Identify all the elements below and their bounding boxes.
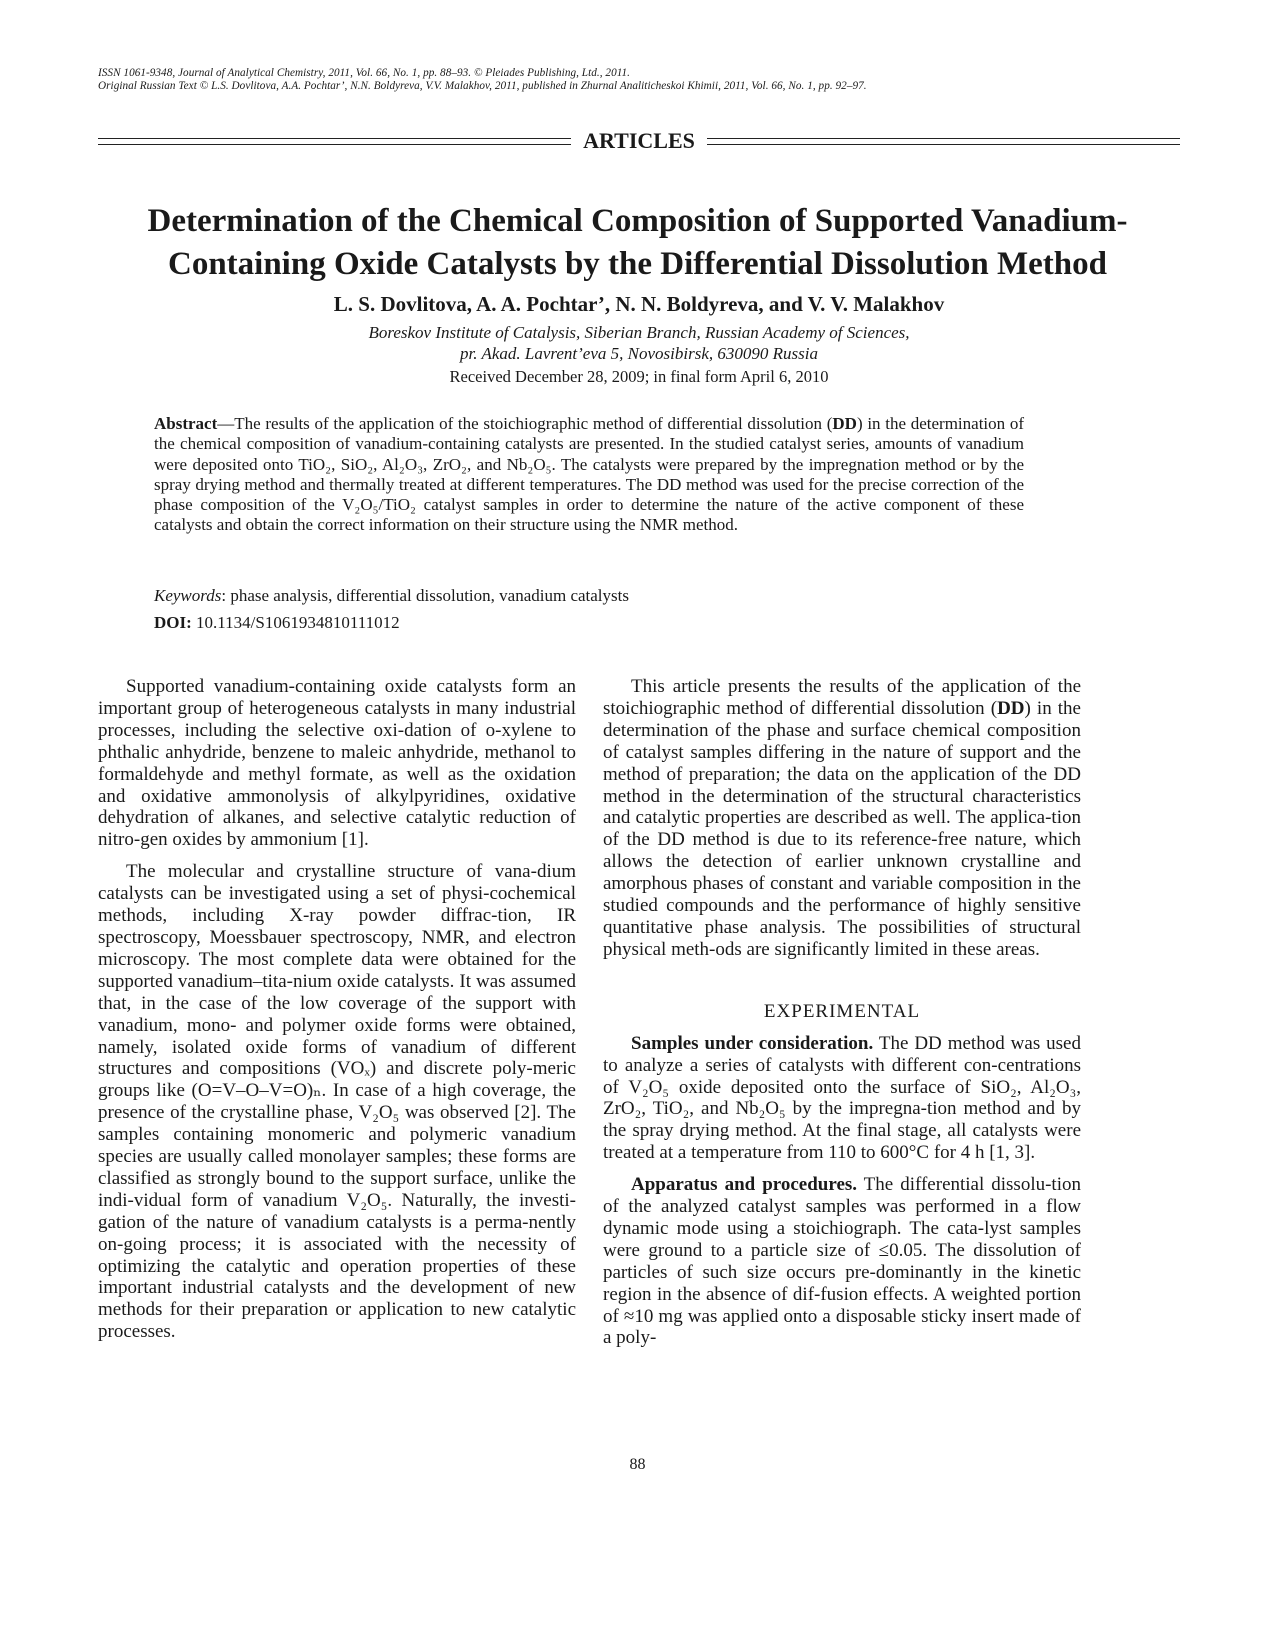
title-line-2: Containing Oxide Catalysts by the Differential Dissolution Method [167, 246, 1108, 282]
keywords-label: Keywords [154, 586, 222, 605]
abstract [154, 414, 1024, 536]
keywords [154, 585, 1024, 606]
section-label: ARTICLES [583, 128, 695, 153]
article-title [80, 200, 1195, 286]
left-column [98, 676, 576, 1353]
abstract-dd: DD [832, 414, 857, 433]
abstract-text-1: —The results of the application of the stoichiographic method of differential dissolution ( [217, 414, 833, 433]
abstract-label: Abstract [154, 414, 218, 433]
affiliation [98, 322, 1180, 364]
keywords-text: : phase analysis, differential dissolution, vanadium catalysts [221, 586, 629, 605]
intro-p3-text-b: ) in the determination of the phase and surface chemical composition of catalyst samples differing in the nature of support and the method of preparation; the data on the application of the DD method in the determination of the structural characteristics and catalytic properties are described as well. The applica-tion of the DD method is due to its reference-free nature, which allows the detection of earlier unknown crystalline and amorphous phases of constant and variable composition in the studied compounds and the performance of highly sensitive quantitative phase analysis. The possibilities of structural physical meth-ods are significantly limited in these areas. [603, 697, 1081, 960]
intro-p3-dd: DD [997, 697, 1025, 719]
samples-text: The DD method was used to analyze a series of catalysts with different con-centrations of V₂O₅ oxide deposited onto the surface of SiO₂, Al₂O₃, ZrO₂, TiO₂, and Nb₂O₅ by the impregna-tion method and by the spray drying method. At the final stage, all catalysts were treated at a temperature from 110 to 600°C for 4 h [1, 3]. [603, 1032, 1081, 1164]
affiliation-line-2: pr. Akad. Lavrent’eva 5, Novosibirsk, 630090 Russia [460, 344, 818, 363]
journal-header [98, 67, 1188, 93]
intro-p3-text-a: This article presents the results of the application of the stoichiographic method of differential dissolution ( [603, 676, 1081, 719]
received-dates: Received December 28, 2009; in final form April 6, 2010 [449, 367, 829, 386]
doi [154, 612, 1024, 633]
samples-paragraph [603, 1033, 1081, 1164]
section-banner [98, 126, 1180, 156]
intro-paragraph-2: The molecular and crystalline structure of vana-dium catalysts can be investigated using a set of physi-cochemical methods, including X-ray powder diffrac-tion, IR spectroscopy, Moessbauer spectroscopy, NMR, and electron microscopy. The most complete data were obtained for the supported vanadium–tita-nium oxide catalysts. It was assumed that, in the case of the low coverage of the support with vanadium, mono- and polymer oxide forms were obtained, namely, isolated oxide forms of vanadium of different structures and compositions (VOₓ) and discrete poly-meric groups like (O=V–O–V=O)ₙ. In case of a high coverage, the presence of the crystalline phase, V₂O₅ was observed [2]. The samples containing monomeric and polymeric vanadium species are usually called monolayer samples; these forms are classified as strongly bound to the support surface, unlike the indi-vidual form of vanadium V₂O₅. Naturally, the investi-gation of the nature of vanadium catalysts is a perma-nently on-going process; it is associated with the necessity of optimizing the catalytic and operation properties of these important industrial catalysts and the development of new methods for their preparation or application to new catalytic processes. [98, 861, 576, 1343]
journal-citation: ISSN 1061-9348, Journal of Analytical Chemistry, 2011, Vol. 66, No. 1, pp. 88–93. © Pleiades Publishing, Ltd., 2011. [98, 67, 631, 79]
banner-rule-right [707, 138, 1180, 145]
intro-paragraph-3 [603, 676, 1081, 961]
doi-label: DOI: [154, 613, 192, 632]
section-heading-experimental: EXPERIMENTAL [763, 1000, 921, 1022]
original-text-note: Original Russian Text © L.S. Dovlitova, A.A. Pochtar’, N.N. Boldyreva, V.V. Malakhov, 2011, published in Zhurnal Analiticheskoi Khimii, 2011, Vol. 66, No. 1, pp. 92–97. [98, 80, 867, 92]
banner-rule-left [98, 138, 571, 145]
page-number: 88 [629, 1456, 646, 1473]
authors: L. S. Dovlitova, A. A. Pochtar’, N. N. Boldyreva, and V. V. Malakhov [333, 292, 945, 316]
affiliation-line-1: Boreskov Institute of Catalysis, Siberian Branch, Russian Academy of Sciences, [368, 323, 910, 342]
doi-value: 10.1134/S1061934810111012 [191, 613, 400, 632]
apparatus-run-in-heading: Apparatus and procedures. [631, 1174, 858, 1196]
abstract-text-2: ) in the determination of the chemical composition of vanadium-containing catalysts are presented. In the studied catalyst series, amounts of vanadium were deposited onto TiO₂, SiO₂, Al₂O₃, ZrO₂, and Nb₂O₅. The catalysts were prepared by the impregnation method or by the spray drying method and thermally treated at different temperatures. The DD method was used for the precise correction of the phase composition of the V₂O₅/TiO₂ catalyst samples in order to determine the nature of the active component of these catalysts and obtain the correct information on their structure using the NMR method. [154, 414, 1025, 535]
apparatus-paragraph [603, 1174, 1081, 1349]
title-line-1: Determination of the Chemical Composition of Supported Vanadium- [147, 203, 1128, 239]
apparatus-text: The differential dissolu-tion of the analyzed catalyst samples was performed in a flow dynamic mode using a stoichiograph. The cata-lyst samples were ground to a particle size of ≤0.05. The dissolution of particles of such size occurs pre-dominantly in the kinetic region in the absence of dif-fusion effects. A weighted portion of ≈10 mg was applied onto a disposable sticky insert made of a poly- [603, 1174, 1081, 1349]
intro-paragraph-1: Supported vanadium-containing oxide catalysts form an important group of heterogeneous catalysts in many industrial processes, including the selective oxi-dation of o-xylene to phthalic anhydride, benzene to maleic anhydride, methanol to formaldehyde and methyl formate, as well as the oxidation and oxidative ammonolysis of alkylpyridines, oxidative dehydration of alkanes, and selective catalytic reduction of nitro-gen oxides by ammonium [1]. [98, 676, 576, 851]
right-column [603, 676, 1081, 1359]
samples-run-in-heading: Samples under consideration. [631, 1032, 874, 1054]
